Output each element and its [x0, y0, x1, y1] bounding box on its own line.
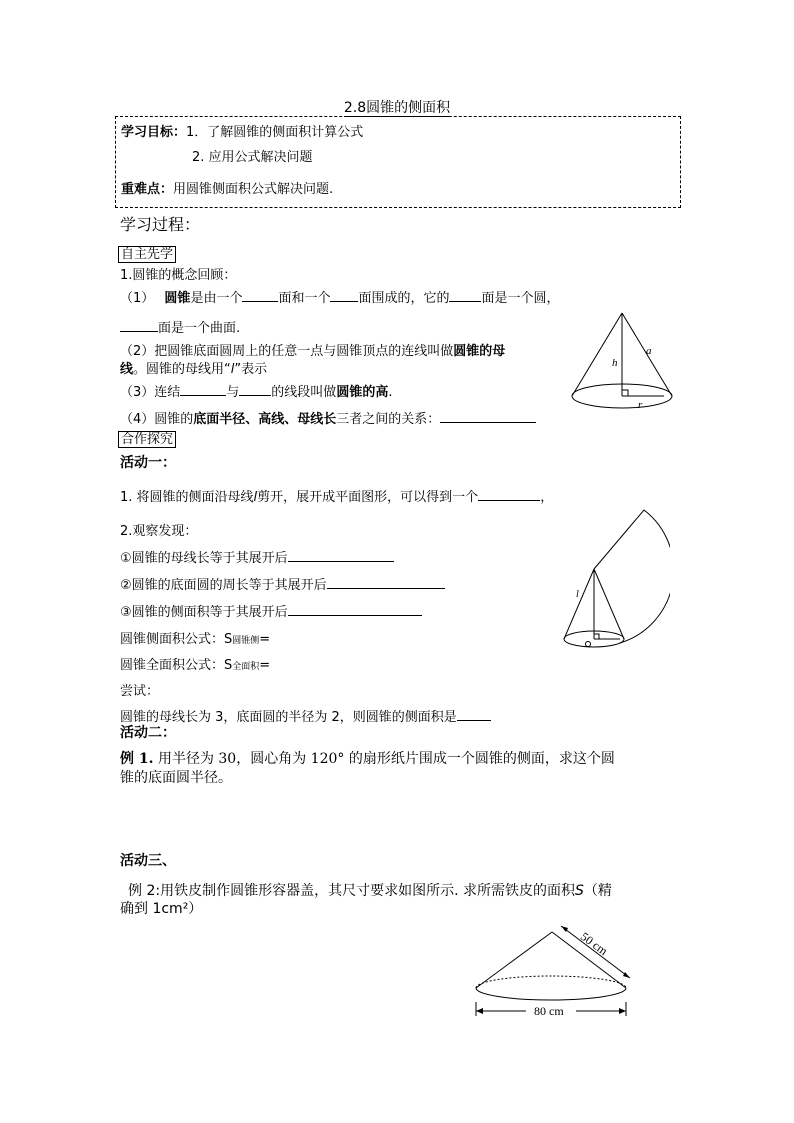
observe-1: ①圆锥的母线长等于其展开后	[120, 547, 394, 566]
svg-text:80 cm: 80 cm	[534, 1004, 564, 1018]
activity-3-heading: 活动三、	[120, 853, 176, 869]
q1-heading: 1.圆锥的概念回顾：	[120, 268, 237, 283]
key-points: 重难点：用圆锥侧面积公式解决问题.	[121, 182, 334, 197]
example-2-line1: 例 2:用铁皮制作圆锥形容器盖，其尺寸要求如图所示. 求所需铁皮的面积S（精	[128, 883, 612, 899]
q1-2-cont: 线。圆锥的母线用“l”表示	[120, 362, 268, 377]
svg-text:r: r	[638, 399, 643, 411]
formula-total: 圆锥全面积公式：S全面积=	[120, 658, 271, 673]
q1-4: （4）圆锥的底面半径、高线、母线长三者之间的关系：	[120, 408, 536, 427]
q1-1-cont: 面是一个曲面.	[120, 317, 240, 336]
activity-2-heading: 活动二：	[120, 725, 176, 741]
objectives-line1: 学习目标：1．了解圆锥的侧面积计算公式	[121, 125, 364, 140]
svg-text:h: h	[612, 357, 618, 369]
process-heading: 学习过程：	[120, 215, 201, 234]
observe-heading: 2.观察发现：	[120, 524, 198, 539]
svg-text:50 cm: 50 cm	[578, 929, 611, 959]
self-study-label: 自主先学	[118, 243, 176, 262]
q1-3: （3）连结 与 的线段叫做圆锥的高.	[120, 385, 393, 400]
activity-1-q1: 1. 将圆锥的侧面沿母线l剪开，展开成平面图形，可以得到一个 ，	[120, 490, 554, 505]
cone-figure-1	[566, 308, 682, 418]
svg-text:l: l	[576, 589, 579, 600]
cone-lid-figure	[468, 918, 648, 1024]
coop-label: 合作探究	[118, 428, 176, 447]
formula-lateral: 圆锥侧面积公式：S圆锥侧=	[120, 632, 271, 647]
observe-3: ③圆锥的侧面积等于其展开后	[120, 601, 422, 620]
example-1-line2: 锥的底面圆半径。	[120, 770, 232, 786]
cone-unfold-figure	[558, 505, 670, 655]
activity-1-heading: 活动一：	[120, 455, 176, 471]
page-title: 2.8圆锥的侧面积	[343, 100, 451, 116]
observe-2: ②圆锥的底面圆的周长等于其展开后	[120, 574, 445, 593]
example-1-line1: 例 1. 用半径为 30，圆心角为 120° 的扇形纸片围成一个圆锥的侧面，求这个圆	[120, 751, 615, 767]
svg-text:a: a	[646, 345, 652, 357]
q1-2: （2）把圆锥底面圆周上的任意一点与圆锥顶点的连线叫做圆锥的母	[120, 344, 506, 359]
try-text: 圆锥的母线长为 3，底面圆的半径为 2，则圆锥的侧面积是	[120, 706, 491, 725]
try-label: 尝试：	[120, 684, 160, 699]
objectives-line2: 2. 应用公式解决问题	[192, 150, 313, 165]
example-2-line2: 确到 1cm²）	[120, 901, 203, 917]
q1-1: （1） 圆锥是由一个 面和一个 面围成的，它的 面是一个圆，	[120, 291, 560, 306]
